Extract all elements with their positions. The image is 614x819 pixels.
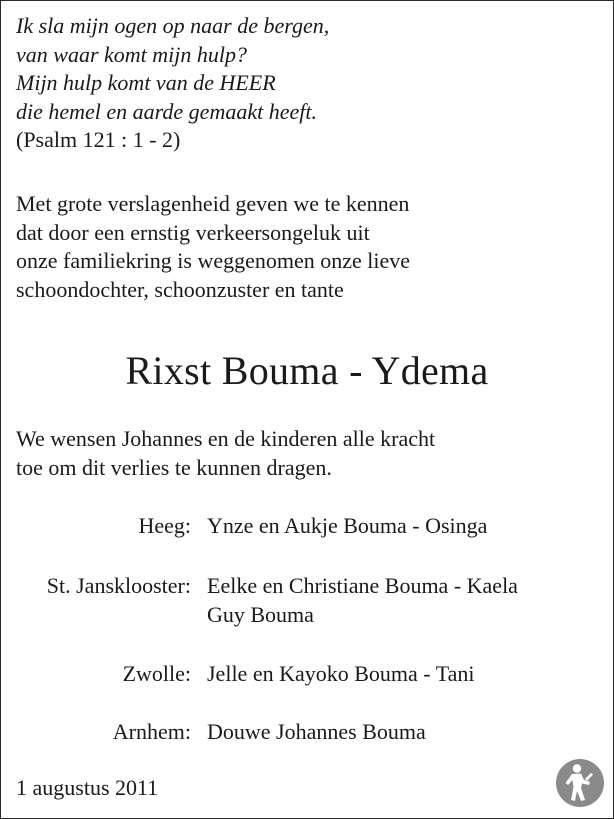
family-name-line: Jelle en Kayoko Bouma - Tani xyxy=(207,661,475,686)
logo-head xyxy=(573,764,581,772)
announcement-text xyxy=(16,190,410,304)
psalm-line: die hemel en aarde gemaakt heeft. xyxy=(16,98,317,124)
family-names xyxy=(207,718,426,747)
wish-line: We wensen Johannes en de kinderen alle kracht xyxy=(16,426,436,451)
announcement-line: schoondochter, schoonzuster en tante xyxy=(16,276,344,302)
family-name-line: Douwe Johannes Bouma xyxy=(207,719,426,744)
psalm-line: van waar komt mijn hulp? xyxy=(16,41,247,67)
wish-line: toe om dit verlies te kunnen dragen. xyxy=(16,454,332,480)
psalm-line: Ik sla mijn ogen op naar de bergen, xyxy=(16,13,330,38)
family-name-line: Eelke en Christiane Bouma - Kaela xyxy=(207,573,518,598)
announcement-line: Met grote verslagenheid geven we te kennen xyxy=(16,191,410,216)
memorial-figure-icon xyxy=(555,758,605,808)
family-place: St. Jansklooster: xyxy=(46,573,191,598)
family-names xyxy=(207,660,475,689)
family-name-line: Ynze en Aukje Bouma - Osinga xyxy=(207,513,488,538)
psalm-line: Mijn hulp komt van de HEER xyxy=(16,70,276,95)
condolence-wish xyxy=(16,425,435,482)
psalm-reference: (Psalm 121 : 1 - 2) xyxy=(16,127,181,152)
family-place: Arnhem: xyxy=(112,719,191,744)
deceased-name: Rixst Bouma - Ydema xyxy=(125,348,489,393)
memorial-logo-graphic xyxy=(555,758,605,808)
family-place: Zwolle: xyxy=(122,661,191,686)
psalm-quote xyxy=(16,12,329,155)
announcement-date: 1 augustus 2011 xyxy=(16,775,159,800)
family-names xyxy=(207,512,487,541)
announcement-line: onze familiekring is weggenomen onze lieve xyxy=(16,248,411,273)
announcement-line: dat door een ernstig verkeersongeluk uit xyxy=(16,219,370,245)
family-place: Heeg: xyxy=(138,513,191,538)
family-names xyxy=(207,572,518,629)
family-name-line: Guy Bouma xyxy=(207,601,314,627)
